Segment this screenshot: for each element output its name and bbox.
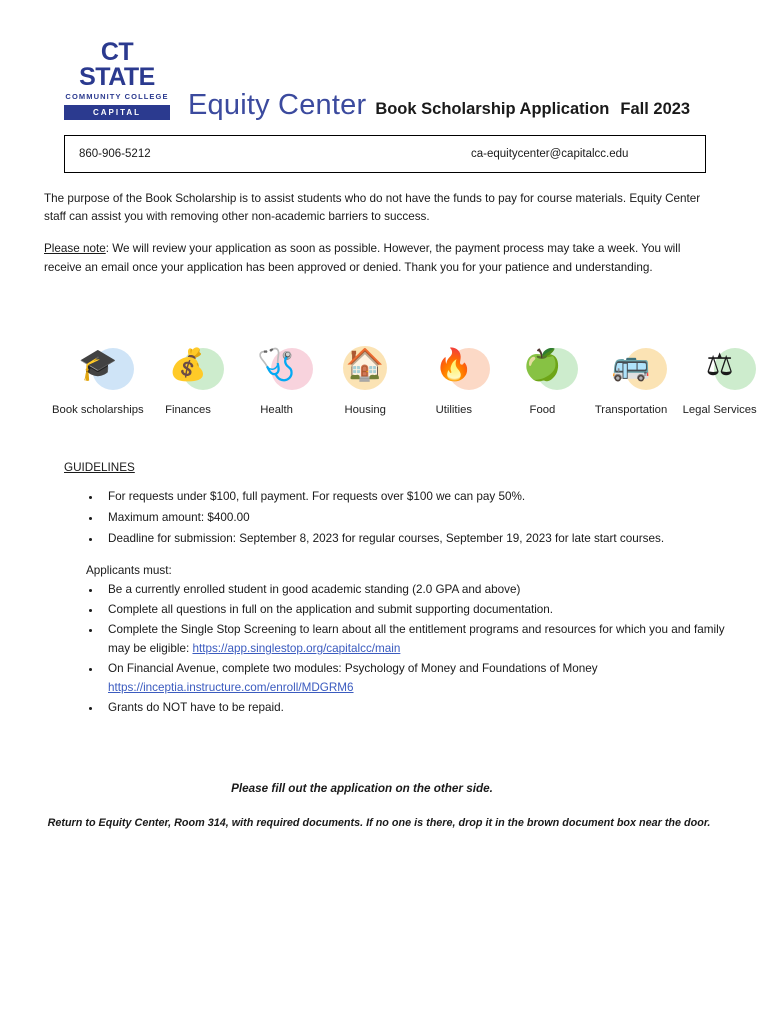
logo-line-ct-state: CT STATE	[79, 38, 155, 91]
list-item-text: Complete the Single Stop Screening to learn about all the entitlement programs and resources for which you and family may be eligible:	[108, 623, 725, 656]
logo-line-capital: CAPITAL	[64, 105, 170, 120]
list-item: • Complete all questions in full on the application and submit supporting documentation.	[102, 601, 730, 620]
service-label: Transportation	[594, 404, 668, 417]
apple-glyph: 🍏	[523, 347, 562, 383]
intro-paragraph-2	[44, 240, 706, 278]
service-label: Housing	[344, 404, 386, 417]
applicants-list	[40, 581, 730, 718]
money-bag-icon	[144, 334, 233, 396]
service-item-utilities	[410, 334, 499, 416]
intro-paragraph-1: The purpose of the Book Scholarship is to assist students who do not have the funds to pay for course materials. Equity Center staff can assist you with removing other non-academic barriers to success.	[44, 191, 701, 224]
list-item: • Deadline for submission: September 8, 2023 for regular courses, September 19, 2023 for late start courses.	[102, 530, 730, 549]
singlestop-link[interactable]: https://app.singlestop.org/capitalcc/main	[192, 642, 401, 656]
service-item-finances	[144, 334, 233, 416]
logo-text-block	[64, 38, 170, 105]
bus-glyph: 🚌	[611, 347, 651, 383]
intro-text	[44, 190, 706, 279]
gavel-icon	[675, 334, 764, 396]
service-item-housing	[321, 334, 410, 416]
house-heart-icon	[321, 334, 410, 396]
list-item: • For requests under $100, full payment. For requests over $100 we can pay 50%.	[102, 488, 730, 507]
service-item-legal-services	[675, 334, 764, 416]
service-item-transportation	[587, 334, 676, 416]
inceptia-link[interactable]: https://inceptia.instructure.com/enroll/MDGRM6	[108, 680, 354, 694]
applicants-heading: Applicants must:	[86, 564, 172, 578]
footer-note-primary: Please fill out the application on the other side.	[231, 781, 493, 795]
services-icon-strip	[52, 334, 764, 416]
guidelines-heading: GUIDELINES	[64, 461, 135, 475]
service-label: Legal Services	[682, 404, 757, 417]
heart-cross-glyph: 🩺	[257, 347, 296, 383]
bus-icon	[587, 334, 676, 396]
service-item-health	[232, 334, 321, 416]
list-item: • Be a currently enrolled student in good academic standing (2.0 GPA and above)	[102, 581, 730, 600]
list-item-text: On Financial Avenue, complete two modules: Psychology of Money and Foundations of Money	[108, 661, 598, 675]
apple-icon	[498, 334, 587, 396]
money-bag-glyph: 💰	[168, 347, 208, 383]
list-item	[102, 621, 730, 659]
service-item-book-scholarships	[52, 334, 144, 416]
list-item	[102, 660, 730, 698]
service-label: Book scholarships	[52, 404, 144, 417]
water-flame-icon	[410, 334, 499, 396]
service-label: Food	[529, 404, 556, 417]
contact-box	[64, 135, 706, 173]
contact-email: ca-equitycenter@capitalcc.edu	[471, 147, 629, 160]
please-note-label: Please note	[44, 242, 106, 256]
service-label: Finances	[165, 404, 211, 417]
water-flame-glyph: 🔥	[434, 347, 474, 383]
please-note-text: : We will review your application as soon as possible. However, the payment process may take a week. You will receive an email once your application has been approved or denied. Thank you for your patience and understanding.	[44, 242, 681, 275]
guidelines-list	[40, 488, 730, 549]
ct-state-logo	[64, 38, 170, 120]
graduation-cap-glyph: 🎓	[78, 347, 118, 383]
title-equity-center: Equity Center	[188, 88, 367, 121]
service-label: Health	[260, 404, 293, 417]
logo-line-community-college: COMMUNITY COLLEGE	[65, 92, 169, 101]
service-label: Utilities	[435, 404, 473, 417]
graduation-cap-icon	[52, 334, 144, 396]
document-header	[40, 0, 730, 124]
service-item-food	[498, 334, 587, 416]
gavel-glyph: ⚖	[705, 347, 734, 383]
contact-phone: 860-906-5212	[79, 147, 151, 160]
footer-note-secondary: Return to Equity Center, Room 314, with required documents. If no one is there, drop it in the brown document box near the door.	[47, 816, 711, 829]
page-title	[188, 89, 690, 124]
heart-cross-icon	[232, 334, 321, 396]
list-item: • Grants do NOT have to be repaid.	[102, 699, 730, 718]
title-book-scholarship-application: Book Scholarship Application	[375, 99, 610, 118]
house-heart-glyph: 🏠	[345, 347, 385, 383]
title-term: Fall 2023	[620, 99, 691, 118]
list-item: • Maximum amount: $400.00	[102, 509, 730, 528]
